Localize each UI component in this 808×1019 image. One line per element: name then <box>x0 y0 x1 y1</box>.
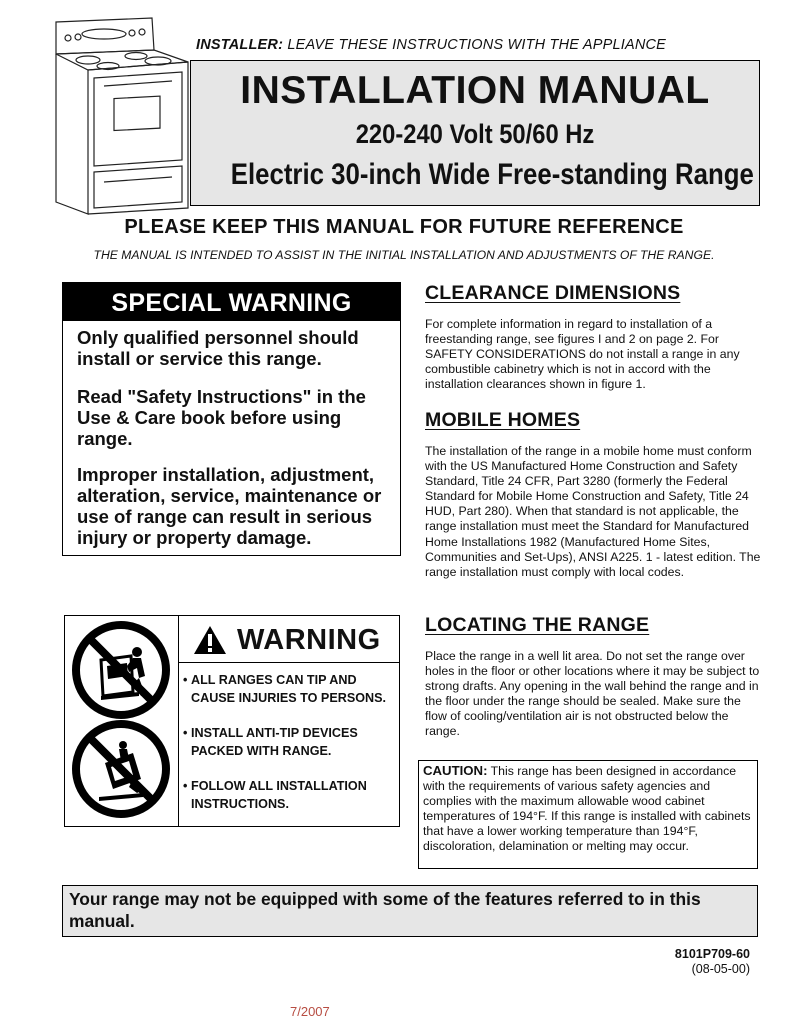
warning-item-text: FOLLOW ALL INSTALLATION INSTRUCTIONS. <box>191 779 367 811</box>
locating-range-body: Place the range in a well lit area. Do not set the range over holes in the floor or other locations where it may be subject to strong drafts. Any opening in the wall behind the range and in the floor under the range should be sealed. Make sure the flow of cooling/ventilation air is not obstructed below the range. <box>425 649 760 739</box>
title-box <box>190 60 760 206</box>
special-warning-box <box>62 282 401 556</box>
voltage-subtitle: 220-240 Volt 50/60 Hz <box>355 119 595 149</box>
warning-heading-rule <box>178 662 399 663</box>
warning-triangle-icon <box>193 625 227 655</box>
installer-label: INSTALLER: <box>196 37 284 53</box>
installer-note <box>196 37 666 53</box>
scan-date-stamp: 7/2007 <box>290 1004 330 1019</box>
mobile-homes-heading: MOBILE HOMES <box>425 409 581 431</box>
product-subtitle: Electric 30-inch Wide Free-standing Range <box>230 158 754 191</box>
clearance-dimensions-heading: CLEARANCE DIMENSIONS <box>425 282 681 304</box>
special-warning-paragraph: Read "Safety Instructions" in the Use & Care book before using range. <box>77 386 366 449</box>
document-number: 8101P709-60 <box>674 947 750 961</box>
warning-list-item <box>183 724 397 760</box>
manual-intent-note: THE MANUAL IS INTENDED TO ASSIST IN THE INITIAL INSTALLATION AND ADJUSTMENTS OF THE RANGE. <box>93 248 715 262</box>
special-warning-paragraph: Only qualified personnel should install or service this range. <box>77 327 359 369</box>
mobile-homes-body: The installation of the range in a mobile home must conform with the US Manufactured Home Construction and Safety Standard, Title 24 CFR, Part 3280 (formerly the Federal Standard for Mobile Home Construction and Safety, Title 24 HUD, Part 280). When that standard is not applicable, the range installation must meet the Standard for Manufactured Home Installations 1982 (Manufactured Home Sites, Communities and Set-Ups), ANSI A225. 1 - latest edition. The range installation must comply with local codes. <box>425 444 761 579</box>
no-climbing-on-oven-door-icon <box>71 620 171 720</box>
special-warning-paragraph: Improper installation, adjustment, alteration, service, maintenance or use of range can result in serious injury or property damage. <box>77 464 382 548</box>
bullet: • <box>183 673 188 687</box>
caution-box <box>418 760 758 869</box>
clearance-dimensions-body: For complete information in regard to installation of a freestanding range, see figures I and 2 on page 2. For SAFETY CONSIDERATIONS do not install a range in any combustible cabinetry which is not in accord with the installation clearances shown in figure 1. <box>425 317 740 392</box>
special-warning-heading: SPECIAL WARNING <box>63 283 400 321</box>
warning-divider <box>178 616 179 826</box>
bullet: • <box>183 726 188 740</box>
manual-title: INSTALLATION MANUAL <box>240 69 710 112</box>
warning-item-text: ALL RANGES CAN TIP AND CAUSE INJURIES TO PERSONS. <box>191 673 387 705</box>
installer-text: LEAVE THESE INSTRUCTIONS WITH THE APPLIANCE <box>283 37 667 53</box>
range-illustration <box>48 14 198 224</box>
no-tipping-range-icon <box>71 719 171 819</box>
caution-label: CAUTION: <box>423 763 488 778</box>
warning-heading: WARNING <box>237 623 381 656</box>
bullet: • <box>183 779 188 793</box>
warning-title <box>193 620 381 660</box>
locating-range-heading: LOCATING THE RANGE <box>425 614 650 636</box>
document-date: (08-05-00) <box>691 962 750 976</box>
caution-text: This range has been designed in accordance with the requirements of various safety agencies and complies with the maximum allowable wood cabinet temperatures of 194°F. If this range is installed with cabinets that have a lower working temperature than 194°F, discoloration, delamination or melting may occur. <box>423 764 751 854</box>
keep-manual-notice: PLEASE KEEP THIS MANUAL FOR FUTURE REFERENCE <box>124 216 684 238</box>
features-notice: Your range may not be equipped with some of the features referred to in this manual. <box>62 885 758 937</box>
warning-item-text: INSTALL ANTI-TIP DEVICES PACKED WITH RANGE. <box>191 726 358 758</box>
warning-list-item <box>183 777 397 813</box>
warning-list-item <box>183 671 397 707</box>
tip-over-warning-box <box>64 615 400 827</box>
